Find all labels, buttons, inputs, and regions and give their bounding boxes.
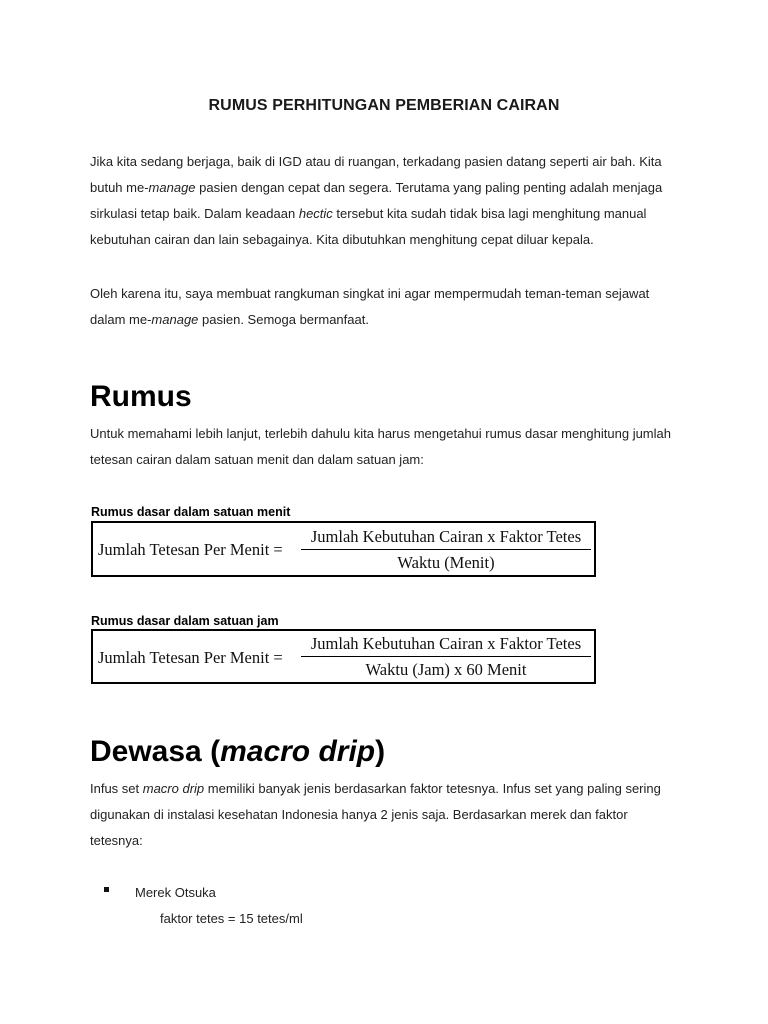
intro-text: Oleh karena itu, saya membuat rangkuman singkat ini agar mempermudah teman-teman sejawat dalam me- [90,286,650,327]
intro-text: pasien dengan cepat dan segera. Terutama yang paling penting adalah menjaga sirkulasi tetap baik. Dalam keadaan [90,180,663,221]
intro-text: Jika kita sedang berjaga, baik di IGD atau di ruangan, terkadang pasien datang seperti air bah. Kita butuh me- [90,154,662,195]
intro-emphasis: manage [151,312,199,327]
dewasa-text: memiliki banyak jenis berdasarkan faktor tetesnya. Infus set yang paling sering digunakan di instalasi kesehatan Indonesia hanya 2 jenis saja. Berdasarkan merek dan faktor tetesnya: [90,781,661,848]
intro-paragraph-2 [90,281,680,333]
rumus-paragraph: Untuk memahami lebih lanjut, terlebih dahulu kita harus mengetahui rumus dasar menghitung jumlah tetesan cairan dalam satuan menit dan dalam satuan jam: [90,426,671,467]
formula-label-jam: Rumus dasar dalam satuan jam [91,614,279,628]
formula-fraction [301,634,591,680]
formula-fraction [301,527,591,573]
section-heading-rumus: Rumus [90,380,192,413]
bullet-marker [104,887,109,892]
formula-denominator: Waktu (Jam) x 60 Menit [365,660,527,679]
formula-lhs: Jumlah Tetesan Per Menit = [98,648,283,667]
formula-label-menit: Rumus dasar dalam satuan menit [91,505,291,519]
heading-text: Dewasa ( [90,735,221,768]
section-heading-dewasa [90,735,385,769]
dewasa-text: Infus set [90,781,143,796]
formula-denominator: Waktu (Menit) [397,553,495,572]
intro-text: pasien. Semoga bermanfaat. [198,312,369,327]
heading-emphasis: macro drip [220,735,376,768]
intro-emphasis: manage [148,180,196,195]
document-title: RUMUS PERHITUNGAN PEMBERIAN CAIRAN [208,97,560,114]
formula-numerator: Jumlah Kebutuhan Cairan x Faktor Tetes [301,527,591,550]
formula-numerator: Jumlah Kebutuhan Cairan x Faktor Tetes [301,634,591,657]
list-item: Merek Otsuka [135,885,216,900]
formula-box-menit [91,521,596,577]
dewasa-emphasis: macro drip [142,781,205,796]
intro-paragraph-1 [90,149,680,253]
list-item-detail: faktor tetes = 15 tetes/ml [160,911,303,926]
dewasa-paragraph [90,776,680,854]
formula-box-jam [91,629,596,684]
heading-text: ) [375,735,386,768]
intro-emphasis: hectic [298,206,333,221]
formula-lhs: Jumlah Tetesan Per Menit = [98,540,283,559]
intro-text: tersebut kita sudah tidak bisa lagi menghitung manual kebutuhan cairan dan lain sebagainya. Kita dibutuhkan menghitung cepat diluar kepala. [90,206,647,247]
